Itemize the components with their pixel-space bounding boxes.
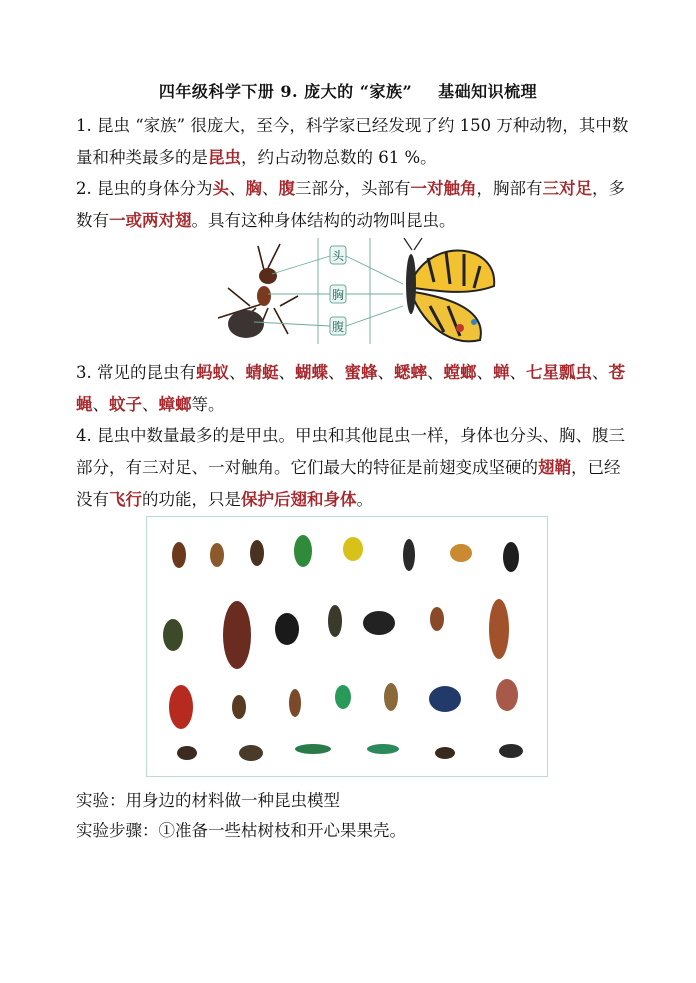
beetle-row-1 bbox=[172, 535, 519, 572]
highlight-answer: 昆虫 bbox=[208, 148, 241, 167]
highlight-answer: 苍蝇 bbox=[76, 363, 625, 414]
highlight-answer: 蚊子 bbox=[109, 395, 142, 414]
beetle-row-4 bbox=[177, 744, 523, 761]
highlight-answer: 蜻蜓 bbox=[245, 363, 279, 382]
highlight-answer: 蟋蟀 bbox=[394, 363, 427, 382]
highlight-answer: 螳螂 bbox=[443, 363, 477, 382]
beetle-row-3 bbox=[169, 679, 518, 729]
label-thorax: 胸 bbox=[332, 288, 345, 302]
connector-lines bbox=[254, 238, 403, 344]
highlight-answer: 保护后翅和身体 bbox=[241, 490, 357, 509]
label-abdomen: 腹 bbox=[332, 320, 345, 334]
ant-thorax bbox=[257, 286, 271, 306]
beetle-grid bbox=[147, 517, 546, 775]
paragraph-1: 1. 昆虫 “家族” 很庞大，至今，科学家已经发现了约 150 万种动物，其中数量和种类最多的是昆虫，约占动物总数的 61 %。 bbox=[76, 116, 629, 167]
highlight-answer: 胸 bbox=[245, 179, 262, 198]
butterfly-illustration bbox=[404, 238, 494, 341]
highlight-answer: 一或两对翅 bbox=[109, 211, 192, 230]
highlight-answer: 蜜蜂 bbox=[344, 363, 378, 382]
highlight-answer: 头 bbox=[212, 179, 229, 198]
highlight-answer: 三对足 bbox=[542, 179, 592, 198]
ant-head bbox=[259, 268, 277, 284]
insect-body-parts-figure bbox=[198, 236, 498, 348]
beetle-row-2 bbox=[163, 599, 509, 669]
experiment-step: 实验步骤：①准备一些枯树枝和开心果果壳。 bbox=[76, 821, 406, 840]
ant-abdomen bbox=[228, 310, 264, 338]
title-subtitle: 基础知识梳理 bbox=[438, 82, 538, 101]
page-title bbox=[0, 79, 696, 102]
title-lesson: 四年级科学下册 9. 庞大的 “家族” bbox=[158, 82, 413, 101]
highlight-answer: 蟑螂 bbox=[158, 395, 192, 414]
label-head: 头 bbox=[332, 249, 345, 263]
highlight-answer: 七星瓢虫 bbox=[526, 363, 592, 382]
experiment-title: 实验：用身边的材料做一种昆虫模型 bbox=[76, 791, 340, 810]
highlight-answer: 飞行 bbox=[109, 490, 142, 509]
highlight-answer: 蝉 bbox=[493, 363, 510, 382]
paragraph-3: 3. 常见的昆虫有蚂蚁、蜻蜓、蝴蝶、蜜蜂、蟋蟀、螳螂、蝉、七星瓢虫、苍蝇、蚊子、蟑螂等。 bbox=[76, 363, 625, 414]
highlight-answer: 蝴蝶 bbox=[295, 363, 328, 382]
highlight-answer: 一对触角 bbox=[410, 179, 477, 198]
paragraph-4: 4. 昆虫中数量最多的是甲虫。甲虫和其他昆虫一样，身体也分头、胸、腹三部分，有三对足、一对触角。它们最大的特征是前翅变成坚硬的翅鞘，已经没有飞行的功能，只是保护后翅和身体。 bbox=[76, 426, 625, 509]
highlight-answer: 蚂蚁 bbox=[196, 363, 229, 382]
highlight-answer: 翅鞘 bbox=[538, 458, 571, 477]
paragraph-2: 2. 昆虫的身体分为头、胸、腹三部分，头部有一对触角，胸部有三对足，多数有一或两对翅。具有这种身体结构的动物叫昆虫。 bbox=[76, 179, 625, 230]
beetle-collection-figure bbox=[146, 516, 548, 777]
highlight-answer: 腹 bbox=[278, 179, 295, 198]
